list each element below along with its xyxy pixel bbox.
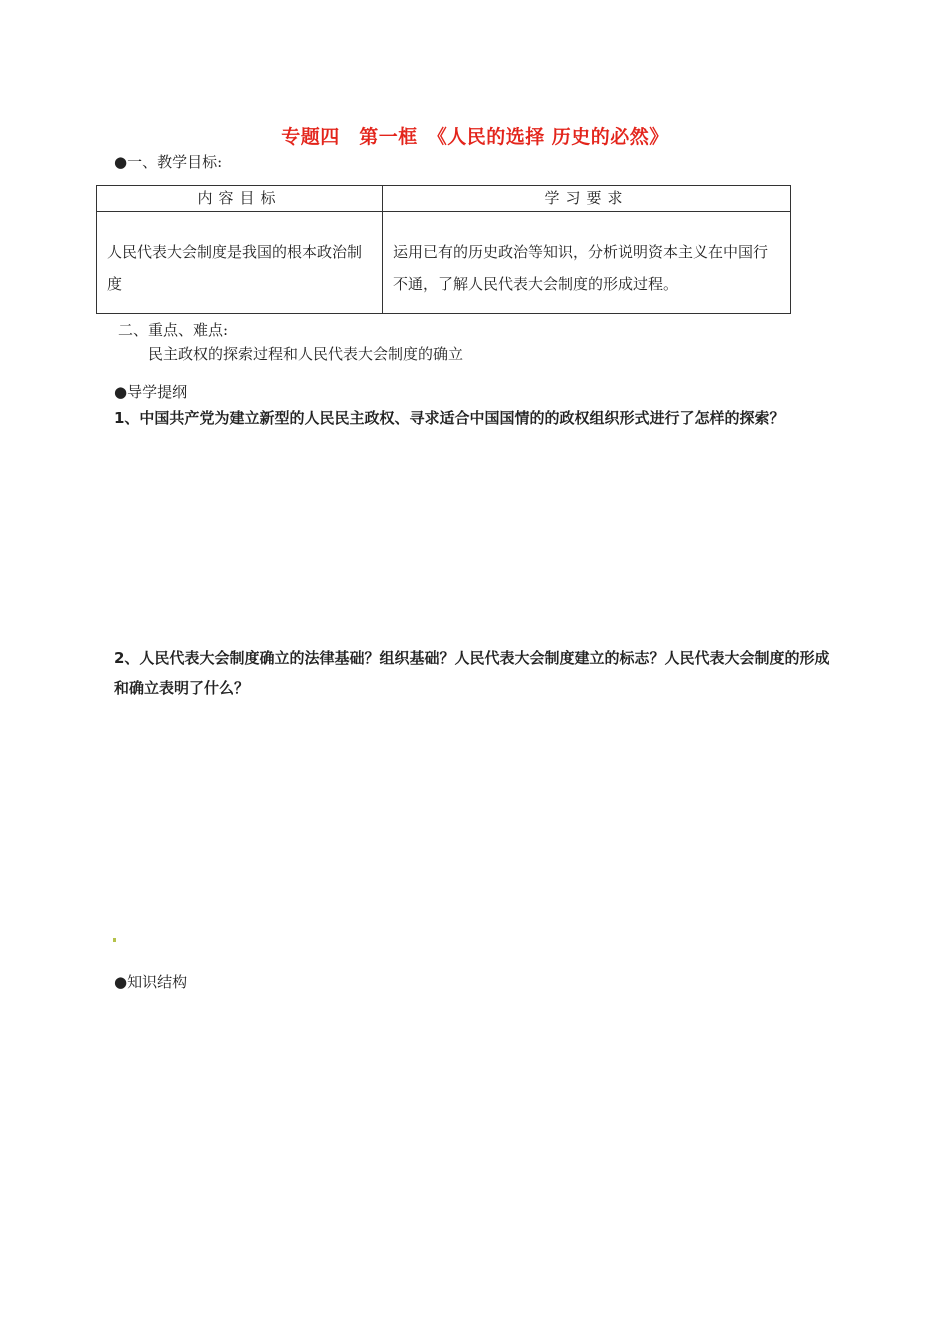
bullet-icon: ● — [114, 383, 128, 401]
table-cell-content-goal: 人民代表大会制度是我国的根本政治制度 — [97, 212, 383, 314]
page-title: 专题四 第一框 《人民的选择 历史的必然》 — [281, 126, 669, 148]
section-guide — [114, 382, 187, 402]
stray-mark — [113, 938, 116, 942]
section-key-points-label: 二、重点、难点: — [118, 321, 229, 339]
bullet-icon: ● — [114, 973, 128, 991]
section-key-points-content: 民主政权的探索过程和人民代表大会制度的确立 — [148, 345, 464, 363]
table-row — [97, 212, 791, 314]
bullet-icon: ● — [114, 153, 128, 171]
section-knowledge-structure — [114, 972, 187, 992]
goals-table — [96, 185, 791, 314]
section-label: 一、教学目标: — [127, 153, 223, 171]
section-label: 知识结构 — [127, 973, 188, 991]
table-cell-learning-requirement: 运用已有的历史政治等知识，分析说明资本主义在中国行不通，了解人民代表大会制度的形成过程。 — [383, 212, 791, 314]
table-header-row — [97, 186, 791, 212]
section-teaching-goals — [114, 152, 222, 172]
guide-question-1: 1、中国共产党为建立新型的人民民主政权、寻求适合中国国情的的政权组织形式进行了怎样的探索？ — [114, 409, 785, 427]
table-header-learning-requirement: 学习要求 — [383, 186, 791, 212]
table-header-content-goal: 内容目标 — [97, 186, 383, 212]
guide-question-2: 2、人民代表大会制度确立的法律基础？组织基础？人民代表大会制度建立的标志？人民代表大会制度的形成和确立表明了什么？ — [114, 649, 830, 697]
section-label: 导学提纲 — [127, 383, 188, 401]
